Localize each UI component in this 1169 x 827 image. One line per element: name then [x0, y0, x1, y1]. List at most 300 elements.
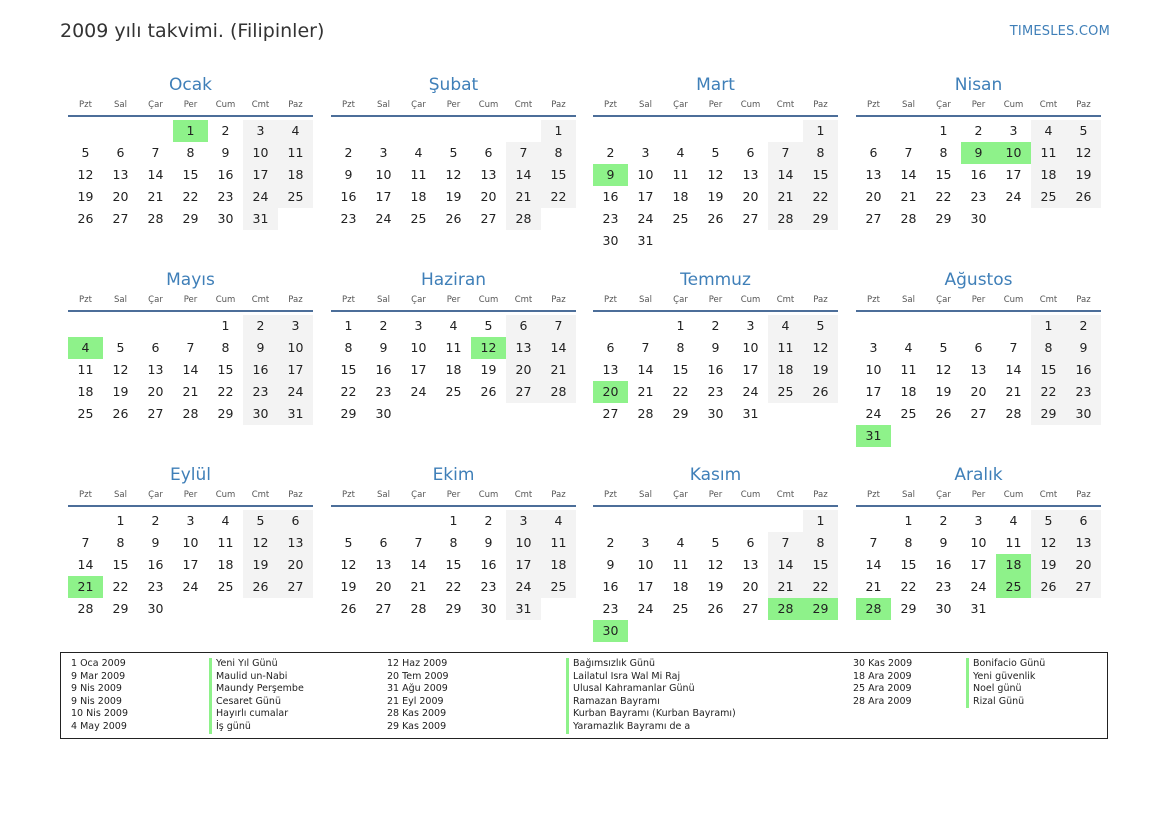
- day-cell: 16: [602, 189, 619, 204]
- legend-holiday-name: Cesaret Günü: [209, 696, 304, 709]
- empty-cell: [401, 120, 436, 142]
- day-cell: 23: [375, 384, 392, 399]
- legend-names-col-2: [566, 658, 736, 734]
- day-cell: 15: [900, 557, 917, 572]
- day-cell: 11: [672, 557, 689, 572]
- day-cell: 22: [445, 579, 462, 594]
- day-grid: [856, 510, 1101, 620]
- day-grid: [331, 120, 576, 230]
- day-cell: 1: [1031, 315, 1066, 337]
- day-cell: 14: [637, 362, 654, 377]
- weekday-label: Sal: [639, 295, 652, 305]
- day-cell: 7: [506, 142, 541, 164]
- legend-holiday-name: Lailatul Isra Wal Mi Raj: [566, 671, 736, 684]
- day-cell: 25: [410, 211, 427, 226]
- day-cell: 19: [112, 384, 129, 399]
- day-cell: 9: [379, 340, 388, 355]
- day-cell: 16: [375, 362, 392, 377]
- day-cell: 21: [768, 186, 803, 208]
- day-cell: 18: [672, 579, 689, 594]
- day-cell: 24: [506, 576, 541, 598]
- empty-cell: [961, 315, 996, 337]
- day-cell: 5: [243, 510, 278, 532]
- day-cell: 26: [1031, 576, 1066, 598]
- day-cell: 11: [77, 362, 94, 377]
- day-cell: 11: [672, 167, 689, 182]
- day-cell: 7: [641, 340, 650, 355]
- day-cell: 4: [414, 145, 423, 160]
- empty-cell: [768, 510, 803, 532]
- weekday-label: Paz: [1076, 100, 1091, 110]
- day-cell: 15: [1031, 359, 1066, 381]
- holiday-day-cell: 30: [593, 620, 628, 642]
- weekday-label: Sal: [639, 100, 652, 110]
- day-cell: 21: [182, 384, 199, 399]
- day-cell: 28: [637, 406, 654, 421]
- empty-cell: [733, 120, 768, 142]
- weekday-label: Sal: [639, 490, 652, 500]
- holiday-day-cell: 1: [173, 120, 208, 142]
- month-block: [856, 267, 1101, 447]
- month-name: Mayıs: [166, 270, 215, 290]
- legend-holiday-name: Ramazan Bayramı: [566, 696, 736, 709]
- day-cell: 8: [904, 535, 913, 550]
- weekday-label: Cmt: [514, 490, 533, 500]
- day-cell: 19: [77, 189, 94, 204]
- day-cell: 21: [1005, 384, 1022, 399]
- day-cell: 10: [375, 167, 392, 182]
- day-cell: 5: [344, 535, 353, 550]
- day-cell: 24: [637, 211, 654, 226]
- weekday-label: Cmt: [1039, 295, 1058, 305]
- day-cell: 20: [112, 189, 129, 204]
- site-link[interactable]: TIMESLES.COM: [1009, 24, 1110, 39]
- weekday-header: [331, 97, 576, 117]
- day-cell: 8: [449, 535, 458, 550]
- day-cell: 9: [221, 145, 230, 160]
- weekday-label: Çar: [673, 295, 688, 305]
- day-cell: 29: [803, 208, 838, 230]
- day-cell: 1: [344, 318, 353, 333]
- day-cell: 17: [243, 164, 278, 186]
- holiday-day-cell: 18: [996, 554, 1031, 576]
- weekday-label: Çar: [148, 100, 163, 110]
- day-cell: 3: [641, 535, 650, 550]
- day-cell: 14: [768, 554, 803, 576]
- weekday-label: Sal: [114, 295, 127, 305]
- empty-cell: [506, 120, 541, 142]
- month-name: Ağustos: [944, 270, 1013, 290]
- day-cell: 9: [484, 535, 493, 550]
- day-cell: 25: [1031, 186, 1066, 208]
- weekday-label: Cmt: [776, 100, 795, 110]
- day-cell: 1: [904, 513, 913, 528]
- day-cell: 11: [1031, 142, 1066, 164]
- empty-cell: [593, 510, 628, 532]
- day-cell: 27: [1066, 576, 1101, 598]
- day-cell: 8: [939, 145, 948, 160]
- day-cell: 4: [221, 513, 230, 528]
- day-cell: 21: [506, 186, 541, 208]
- weekday-label: Cum: [215, 490, 236, 500]
- weekday-label: Pzt: [604, 490, 617, 500]
- day-cell: 7: [1009, 340, 1018, 355]
- day-cell: 23: [243, 381, 278, 403]
- weekday-header: [856, 97, 1101, 117]
- weekday-label: Per: [183, 295, 198, 305]
- empty-cell: [628, 510, 663, 532]
- day-cell: 30: [1066, 403, 1101, 425]
- weekday-label: Per: [708, 295, 723, 305]
- weekday-label: Pzt: [79, 295, 92, 305]
- day-cell: 22: [112, 579, 129, 594]
- day-cell: 10: [637, 557, 654, 572]
- day-cell: 20: [865, 189, 882, 204]
- weekday-label: Paz: [813, 295, 828, 305]
- day-cell: 5: [939, 340, 948, 355]
- day-cell: 14: [410, 557, 427, 572]
- day-cell: 24: [970, 579, 987, 594]
- weekday-header: [856, 292, 1101, 312]
- day-cell: 15: [672, 362, 689, 377]
- month-block: [331, 267, 576, 425]
- weekday-label: Cum: [478, 490, 499, 500]
- day-cell: 16: [602, 579, 619, 594]
- weekday-label: Pzt: [867, 490, 880, 500]
- day-cell: 17: [1005, 167, 1022, 182]
- weekday-label: Sal: [902, 100, 915, 110]
- month-name: Şubat: [428, 75, 479, 95]
- day-cell: 25: [672, 211, 689, 226]
- day-cell: 18: [278, 164, 313, 186]
- day-cell: 20: [480, 189, 497, 204]
- day-grid: [856, 315, 1101, 447]
- holiday-day-cell: 28: [768, 598, 803, 620]
- weekday-label: Pzt: [604, 295, 617, 305]
- day-cell: 6: [484, 145, 493, 160]
- day-cell: 4: [676, 535, 685, 550]
- empty-cell: [366, 510, 401, 532]
- day-cell: 15: [112, 557, 129, 572]
- weekday-label: Çar: [148, 295, 163, 305]
- day-cell: 30: [217, 211, 234, 226]
- day-cell: 26: [112, 406, 129, 421]
- day-cell: 22: [340, 384, 357, 399]
- weekday-label: Cum: [740, 490, 761, 500]
- day-cell: 16: [1066, 359, 1101, 381]
- day-cell: 7: [541, 315, 576, 337]
- legend-date: 10 Nis 2009: [71, 708, 128, 720]
- day-cell: 30: [935, 601, 952, 616]
- day-cell: 29: [900, 601, 917, 616]
- weekday-label: Per: [446, 295, 461, 305]
- day-cell: 27: [506, 381, 541, 403]
- day-cell: 13: [1066, 532, 1101, 554]
- day-cell: 18: [900, 384, 917, 399]
- day-cell: 23: [707, 384, 724, 399]
- day-cell: 29: [112, 601, 129, 616]
- day-cell: 19: [1031, 554, 1066, 576]
- day-cell: 20: [1066, 554, 1101, 576]
- day-cell: 26: [480, 384, 497, 399]
- empty-cell: [663, 510, 698, 532]
- day-cell: 13: [278, 532, 313, 554]
- legend-date: 28 Kas 2009: [387, 708, 447, 720]
- day-cell: 23: [480, 579, 497, 594]
- day-cell: 2: [1066, 315, 1101, 337]
- day-cell: 18: [768, 359, 803, 381]
- page-title: 2009 yılı takvimi. (Filipinler): [60, 20, 325, 42]
- empty-cell: [138, 120, 173, 142]
- day-cell: 9: [1066, 337, 1101, 359]
- day-cell: 4: [449, 318, 458, 333]
- day-cell: 22: [803, 576, 838, 598]
- day-cell: 5: [1031, 510, 1066, 532]
- day-cell: 24: [182, 579, 199, 594]
- empty-cell: [698, 120, 733, 142]
- day-cell: 12: [935, 362, 952, 377]
- weekday-label: Çar: [148, 490, 163, 500]
- day-cell: 8: [186, 145, 195, 160]
- day-cell: 22: [900, 579, 917, 594]
- day-cell: 8: [116, 535, 125, 550]
- weekday-label: Cum: [478, 100, 499, 110]
- day-cell: 17: [637, 579, 654, 594]
- weekday-label: Pzt: [604, 100, 617, 110]
- weekday-label: Per: [446, 490, 461, 500]
- day-cell: 1: [541, 120, 576, 142]
- day-cell: 16: [935, 557, 952, 572]
- day-cell: 19: [243, 554, 278, 576]
- empty-cell: [436, 120, 471, 142]
- day-cell: 26: [77, 211, 94, 226]
- weekday-label: Çar: [411, 100, 426, 110]
- weekday-label: Çar: [673, 100, 688, 110]
- legend-dates-col-1: [71, 658, 128, 734]
- day-cell: 8: [344, 340, 353, 355]
- day-cell: 17: [865, 384, 882, 399]
- legend-date: 20 Tem 2009: [387, 670, 449, 682]
- day-cell: 22: [672, 384, 689, 399]
- day-cell: 14: [900, 167, 917, 182]
- weekday-label: Sal: [902, 295, 915, 305]
- day-cell: 2: [221, 123, 230, 138]
- day-cell: 20: [742, 189, 759, 204]
- empty-cell: [663, 120, 698, 142]
- weekday-label: Sal: [114, 100, 127, 110]
- day-cell: 6: [606, 340, 615, 355]
- day-cell: 12: [803, 337, 838, 359]
- day-cell: 9: [939, 535, 948, 550]
- weekday-header: [331, 487, 576, 507]
- day-cell: 4: [676, 145, 685, 160]
- legend-holiday-name: Kurban Bayramı (Kurban Bayramı): [566, 708, 736, 721]
- day-cell: 18: [410, 189, 427, 204]
- weekday-label: Pzt: [342, 295, 355, 305]
- empty-cell: [891, 315, 926, 337]
- day-cell: 1: [221, 318, 230, 333]
- day-cell: 14: [1005, 362, 1022, 377]
- holiday-day-cell: 25: [996, 576, 1031, 598]
- day-cell: 5: [803, 315, 838, 337]
- day-cell: 13: [112, 167, 129, 182]
- weekday-label: Cum: [215, 295, 236, 305]
- day-cell: 25: [900, 406, 917, 421]
- holiday-day-cell: 9: [961, 142, 996, 164]
- day-cell: 9: [243, 337, 278, 359]
- legend-holiday-name: Maundy Perşembe: [209, 683, 304, 696]
- day-cell: 16: [217, 167, 234, 182]
- day-cell: 30: [243, 403, 278, 425]
- day-cell: 26: [1066, 186, 1101, 208]
- empty-cell: [331, 510, 366, 532]
- day-cell: 21: [900, 189, 917, 204]
- day-cell: 5: [1066, 120, 1101, 142]
- month-block: [593, 462, 838, 642]
- day-cell: 15: [217, 362, 234, 377]
- day-cell: 24: [375, 211, 392, 226]
- day-cell: 7: [904, 145, 913, 160]
- day-cell: 10: [742, 340, 759, 355]
- weekday-label: Çar: [673, 490, 688, 500]
- day-cell: 3: [379, 145, 388, 160]
- day-cell: 7: [869, 535, 878, 550]
- empty-cell: [366, 120, 401, 142]
- day-cell: 3: [278, 315, 313, 337]
- day-cell: 5: [449, 145, 458, 160]
- day-cell: 29: [445, 601, 462, 616]
- weekday-label: Cmt: [251, 295, 270, 305]
- day-cell: 13: [147, 362, 164, 377]
- day-grid: [593, 120, 838, 252]
- day-cell: 23: [340, 211, 357, 226]
- day-cell: 24: [243, 186, 278, 208]
- day-cell: 18: [672, 189, 689, 204]
- day-cell: 16: [707, 362, 724, 377]
- day-cell: 20: [278, 554, 313, 576]
- day-cell: 26: [803, 381, 838, 403]
- month-name: Ocak: [169, 75, 212, 95]
- day-cell: 12: [1066, 142, 1101, 164]
- empty-cell: [628, 315, 663, 337]
- legend-date: 25 Ara 2009: [853, 683, 912, 695]
- weekday-label: Paz: [813, 100, 828, 110]
- weekday-header: [856, 487, 1101, 507]
- day-cell: 14: [768, 164, 803, 186]
- month-block: [68, 72, 313, 230]
- legend-date: 4 May 2009: [71, 720, 127, 732]
- day-cell: 8: [803, 532, 838, 554]
- day-cell: 5: [116, 340, 125, 355]
- day-cell: 22: [182, 189, 199, 204]
- day-cell: 24: [637, 601, 654, 616]
- weekday-label: Per: [708, 490, 723, 500]
- day-cell: 11: [1005, 535, 1022, 550]
- weekday-label: Çar: [936, 295, 951, 305]
- weekday-header: [593, 292, 838, 312]
- day-cell: 31: [970, 601, 987, 616]
- day-cell: 17: [375, 189, 392, 204]
- legend-date: 12 Haz 2009: [387, 658, 448, 669]
- day-cell: 19: [340, 579, 357, 594]
- day-cell: 2: [974, 123, 983, 138]
- weekday-label: Cum: [740, 295, 761, 305]
- day-cell: 10: [506, 532, 541, 554]
- day-cell: 28: [900, 211, 917, 226]
- day-cell: 27: [742, 601, 759, 616]
- day-cell: 7: [414, 535, 423, 550]
- weekday-header: [331, 292, 576, 312]
- day-cell: 27: [742, 211, 759, 226]
- day-cell: 27: [278, 576, 313, 598]
- day-cell: 22: [217, 384, 234, 399]
- empty-cell: [733, 510, 768, 532]
- day-cell: 13: [602, 362, 619, 377]
- day-cell: 20: [375, 579, 392, 594]
- holiday-day-cell: 10: [996, 142, 1031, 164]
- day-cell: 20: [147, 384, 164, 399]
- day-cell: 27: [970, 406, 987, 421]
- day-cell: 23: [935, 579, 952, 594]
- day-cell: 1: [803, 120, 838, 142]
- day-cell: 10: [970, 535, 987, 550]
- day-cell: 9: [344, 167, 353, 182]
- empty-cell: [926, 315, 961, 337]
- weekday-label: Cum: [740, 100, 761, 110]
- day-cell: 26: [340, 601, 357, 616]
- legend-holiday-name: Maulid un-Nabi: [209, 671, 304, 684]
- day-cell: 2: [243, 315, 278, 337]
- day-cell: 12: [243, 532, 278, 554]
- day-cell: 2: [939, 513, 948, 528]
- day-cell: 14: [541, 337, 576, 359]
- day-cell: 24: [865, 406, 882, 421]
- weekday-label: Cmt: [1039, 490, 1058, 500]
- day-cell: 26: [707, 601, 724, 616]
- day-cell: 4: [541, 510, 576, 532]
- day-cell: 2: [344, 145, 353, 160]
- day-cell: 12: [1031, 532, 1066, 554]
- month-block: [856, 462, 1101, 620]
- empty-cell: [698, 510, 733, 532]
- day-cell: 15: [340, 362, 357, 377]
- month-name: Ekim: [432, 465, 475, 485]
- day-cell: 26: [707, 211, 724, 226]
- month-block: [68, 462, 313, 620]
- day-cell: 13: [742, 557, 759, 572]
- day-cell: 31: [742, 406, 759, 421]
- day-cell: 6: [278, 510, 313, 532]
- day-cell: 23: [217, 189, 234, 204]
- day-cell: 27: [865, 211, 882, 226]
- day-cell: 30: [970, 211, 987, 226]
- day-cell: 30: [480, 601, 497, 616]
- day-cell: 17: [506, 554, 541, 576]
- weekday-label: Cmt: [251, 100, 270, 110]
- day-cell: 30: [707, 406, 724, 421]
- day-cell: 28: [768, 208, 803, 230]
- day-cell: 26: [935, 406, 952, 421]
- day-grid: [331, 315, 576, 425]
- day-cell: 2: [484, 513, 493, 528]
- day-cell: 3: [414, 318, 423, 333]
- day-cell: 29: [217, 406, 234, 421]
- day-cell: 3: [641, 145, 650, 160]
- month-name: Kasım: [689, 465, 742, 485]
- day-cell: 3: [243, 120, 278, 142]
- month-block: [856, 72, 1101, 230]
- weekday-label: Pzt: [867, 100, 880, 110]
